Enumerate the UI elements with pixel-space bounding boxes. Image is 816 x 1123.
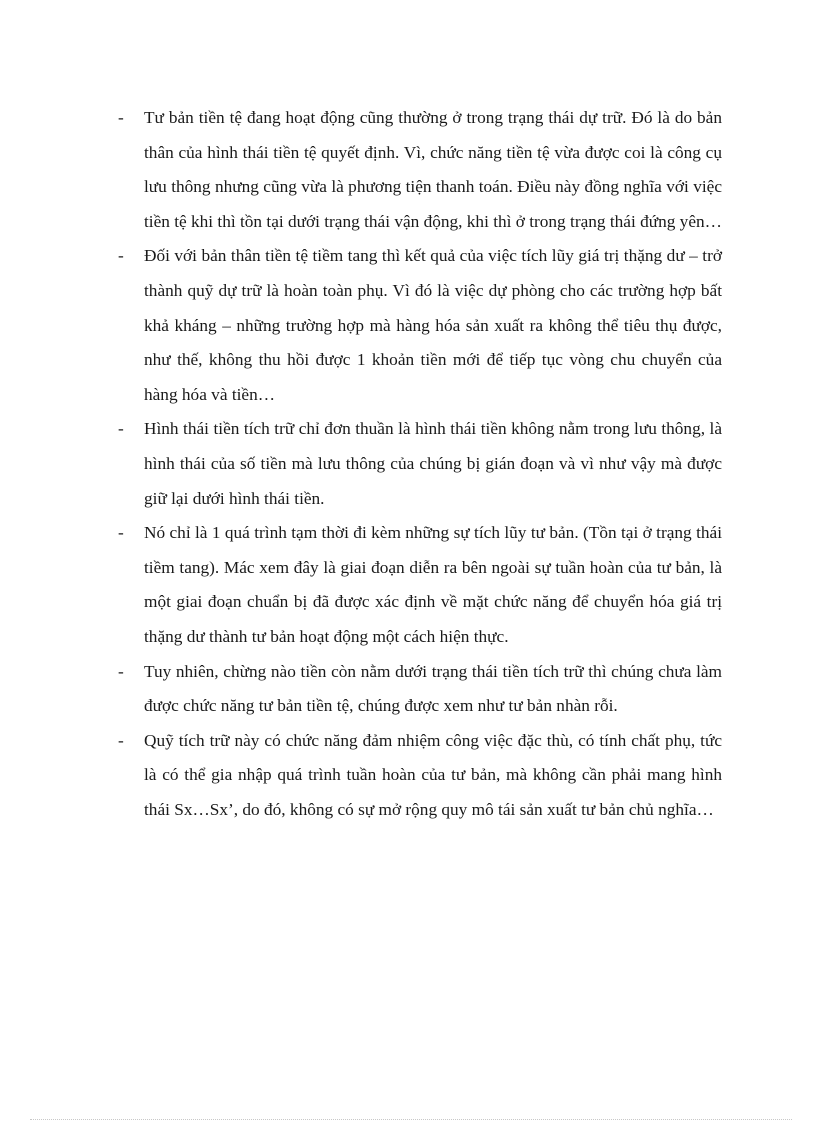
paragraph-text: Hình thái tiền tích trữ chỉ đơn thuần là hình thái tiền không nằm trong lưu thông, là hình thái của số tiền mà lưu thông của chúng bị gián đoạn và vì như vậy mà được giữ lại dưới hình thái tiền. xyxy=(144,419,722,508)
bullet-item xyxy=(118,239,722,412)
bullet-dash: - xyxy=(118,246,124,266)
paragraph-text: Tư bản tiền tệ đang hoạt động cũng thường ở trong trạng thái dự trữ. Đó là do bản thân của hình thái tiền tệ quyết định. Vì, chức năng tiền tệ vừa được coi là công cụ lưu thông nhưng cũng vừa là phương tiện thanh toán. Điều này đồng nghĩa với việc tiền tệ khi thì tồn tại dưới trạng thái vận động, khi thì ở trong trạng thái đứng yên… xyxy=(144,108,722,231)
bullet-item xyxy=(118,101,722,239)
bullet-dash: - xyxy=(118,661,124,681)
paragraph-text: Nó chỉ là 1 quá trình tạm thời đi kèm những sự tích lũy tư bản. (Tồn tại ở trạng thái tiềm tang). Mác xem đây là giai đoạn diễn ra bên ngoài sự tuần hoàn của tư bản, là một giai đoạn chuẩn bị đã được xác định về mặt chức năng để chuyển hóa giá trị thặng dư thành tư bản hoạt động một cách hiện thực. xyxy=(144,523,722,646)
bullet-item xyxy=(118,516,722,654)
bullet-item xyxy=(118,412,722,516)
bullet-item xyxy=(118,724,722,828)
bullet-item xyxy=(118,655,722,724)
bullet-dash: - xyxy=(118,523,124,543)
bullet-dash: - xyxy=(118,419,124,439)
bullet-dash: - xyxy=(118,108,124,127)
page-bottom-divider xyxy=(30,1119,792,1120)
bullet-list xyxy=(118,101,722,827)
paragraph-text: Tuy nhiên, chừng nào tiền còn nằm dưới trạng thái tiền tích trữ thì chúng chưa làm được chức năng tư bản tiền tệ, chúng được xem như tư bản nhàn rỗi. xyxy=(144,661,722,716)
paragraph-text: Đối với bản thân tiền tệ tiềm tang thì kết quả của việc tích lũy giá trị thặng dư – trở thành quỹ dự trữ là hoàn toàn phụ. Vì đó là việc dự phòng cho các trường hợp bất khả kháng – những trường hợp mà hàng hóa sản xuất ra không thể tiêu thụ được, như thế, không thu hồi được 1 khoản tiền mới để tiếp tục vòng chu chuyển của hàng hóa và tiền… xyxy=(144,246,722,404)
paragraph-text: Quỹ tích trữ này có chức năng đảm nhiệm công việc đặc thù, có tính chất phụ, tức là có thể gia nhập quá trình tuần hoàn của tư bản, mà không cần phải mang hình thái Sx…Sx’, do đó, không có sự mở rộng quy mô tái sản xuất tư bản chủ nghĩa… xyxy=(144,730,722,819)
bullet-dash: - xyxy=(118,730,124,750)
